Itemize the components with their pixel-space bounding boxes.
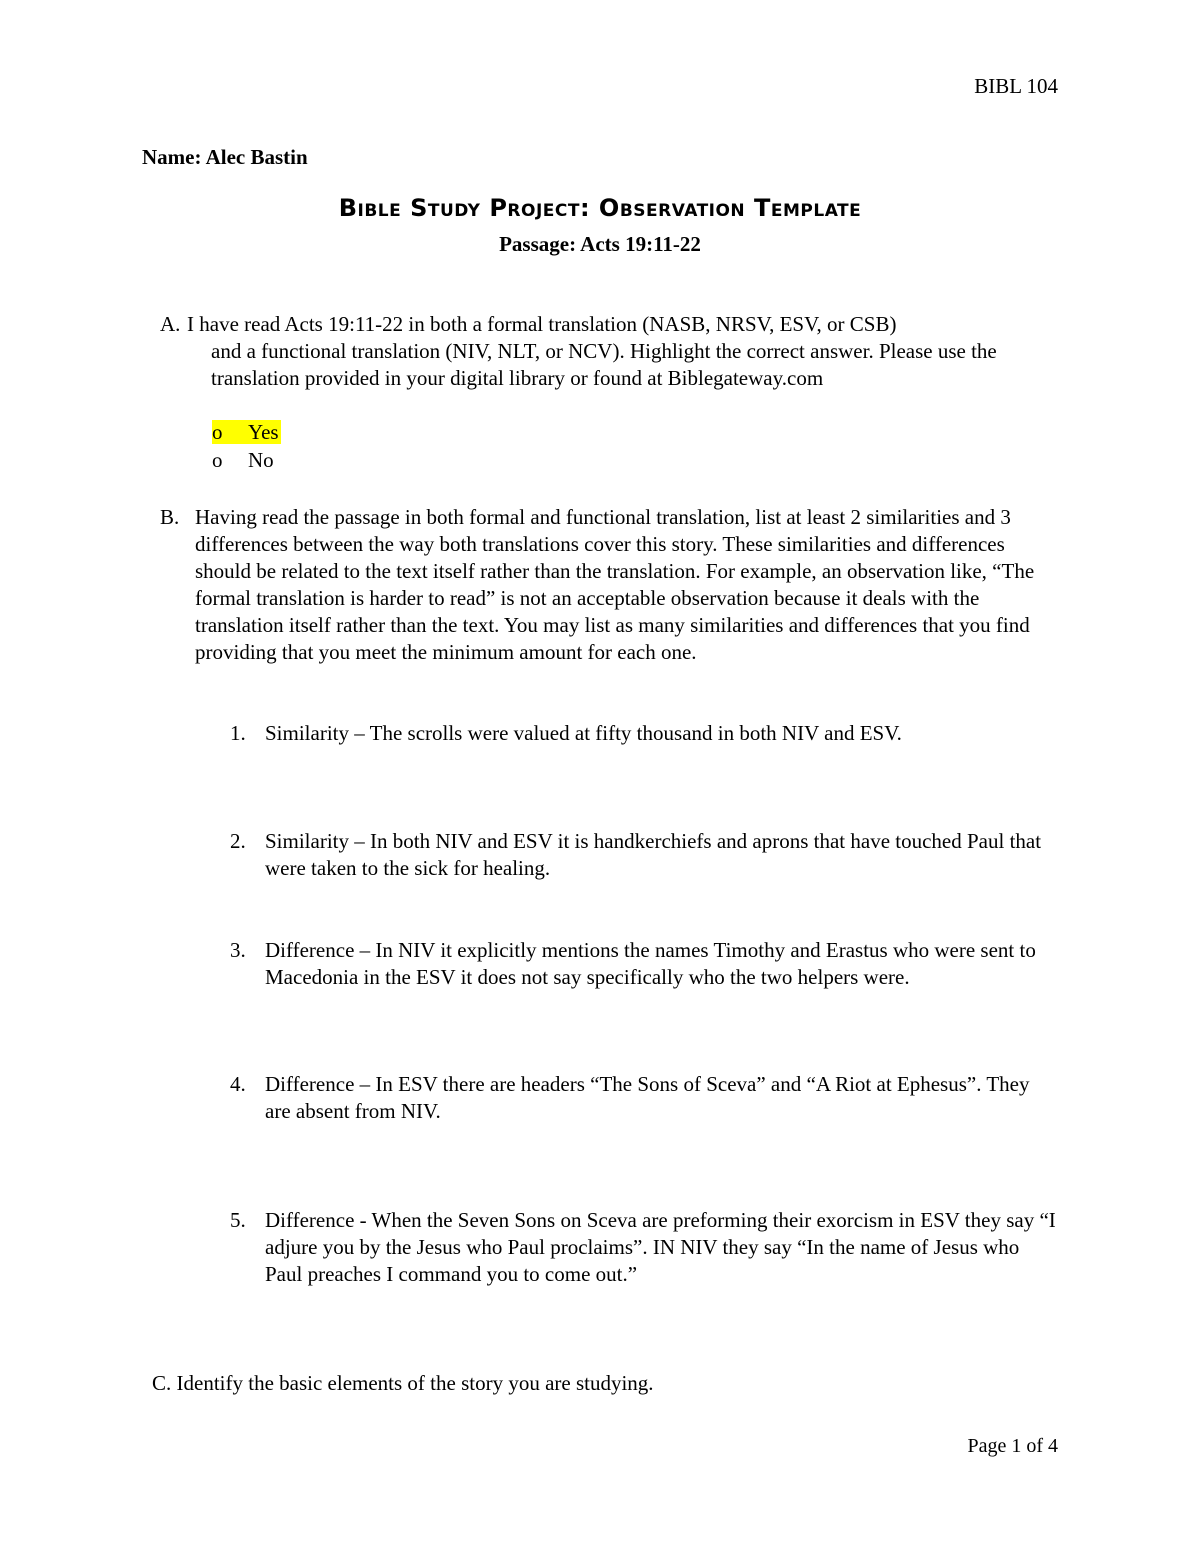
passage-reference: Passage: Acts 19:11-22 (499, 232, 701, 256)
list-item (230, 1207, 1060, 1288)
page-number: Page 1 of 4 (967, 1435, 1058, 1457)
course-code: BIBL 104 (974, 74, 1058, 98)
option-yes-bullet: o (212, 420, 223, 444)
section-a-line1: I have read Acts 19:11-22 in both a formal translation (NASB, NRSV, ESV, or CSB) (187, 312, 897, 336)
section-c-prompt: C. Identify the basic elements of the story you are studying. (152, 1371, 654, 1395)
document-title: Bible Study Project: Observation Template (338, 194, 862, 222)
section-b-prompt: Having read the passage in both formal and functional translation, list at least 2 similarities and 3 differences between the way both translations cover this story. These similarities and differences should be related to the text itself rather than the translation. For example, an observation like, “The formal translation is harder to read” is not an acceptable observation because it deals with the translation itself rather than the text. You may list as many similarities and differences that you find providing that you meet the minimum amount for each one. (195, 505, 1035, 664)
option-yes-label: Yes (248, 420, 279, 444)
list-item-text: Similarity – In both NIV and ESV it is handkerchiefs and aprons that have touched Paul that were taken to the sick for healing. (265, 829, 1042, 880)
list-item-number: 4. (230, 1072, 246, 1096)
list-item (230, 937, 1060, 991)
section-a-prompt (187, 311, 1047, 392)
list-item-text: Similarity – The scrolls were valued at fifty thousand in both NIV and ESV. (265, 721, 902, 745)
student-name: Name: Alec Bastin (142, 145, 308, 169)
option-no-label: No (248, 448, 274, 472)
section-a-label: A. (160, 312, 181, 336)
list-item-number: 1. (230, 721, 246, 745)
list-item (230, 720, 1060, 747)
option-yes[interactable] (212, 419, 281, 446)
list-item (230, 1071, 1060, 1125)
list-item-text: Difference – In NIV it explicitly mentions the names Timothy and Erastus who were sent to Macedonia in the ESV it does not say specifically who the two helpers were. (265, 938, 1036, 989)
section-a-continuation: and a functional translation (NIV, NLT, or NCV). Highlight the correct answer. Please use the translation provided in your digital library or found at Biblegateway.com (211, 339, 997, 390)
list-item-number: 3. (230, 938, 246, 962)
list-item-text: Difference - When the Seven Sons on Sceva are preforming their exorcism in ESV they say “I adjure you by the Jesus who Paul proclaims”. IN NIV they say “In the name of Jesus who Paul preaches I command you to come out.” (265, 1208, 1056, 1286)
section-b-label: B. (160, 505, 180, 529)
list-item-number: 2. (230, 829, 246, 853)
option-yes-highlight (212, 420, 281, 444)
list-item-text: Difference – In ESV there are headers “The Sons of Sceva” and “A Riot at Ephesus”. They are absent from NIV. (265, 1072, 1030, 1123)
list-item-number: 5. (230, 1208, 246, 1232)
option-no-bullet: o (212, 448, 223, 472)
list-item (230, 828, 1060, 882)
option-no[interactable] (212, 447, 274, 474)
